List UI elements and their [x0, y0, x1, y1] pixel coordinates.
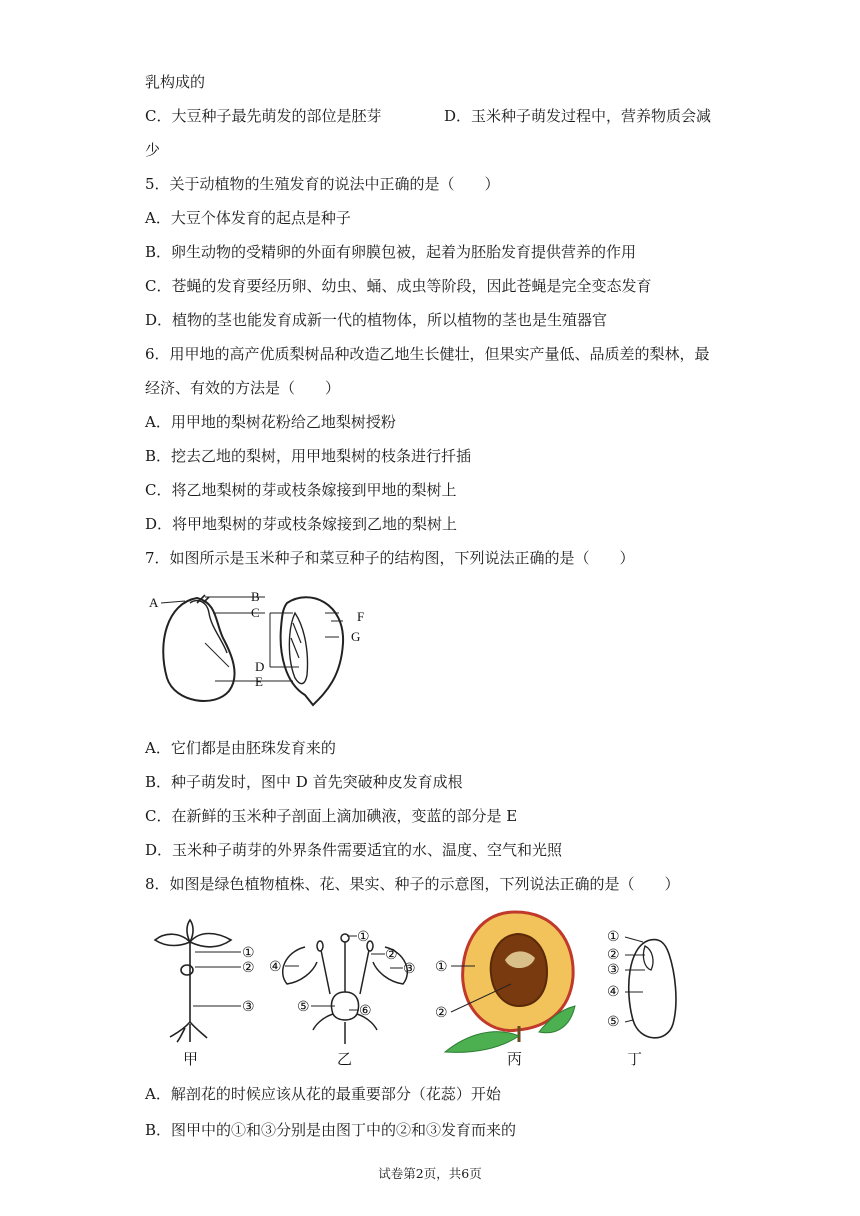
- text-line: 乳构成的: [145, 73, 206, 91]
- fig7-label-e: E: [255, 674, 263, 689]
- question-8: 8．如图是绿色植物植株、花、果实、种子的示意图，下列说法正确的是（ ）: [145, 875, 680, 893]
- option-d: D．将甲地梨树的芽或枝条嫁接到乙地的梨树上: [145, 515, 458, 533]
- fig8-yi-3: ③: [403, 962, 416, 977]
- fig8-ding-4: ④: [607, 985, 620, 1000]
- option-a: A．大豆个体发育的起点是种子: [145, 209, 351, 227]
- question-7: 7．如图所示是玉米种子和菜豆种子的结构图，下列说法正确的是（ ）: [145, 549, 635, 567]
- option-d: D．玉米种子萌芽的外界条件需要适宜的水、温度、空气和光照: [145, 841, 563, 859]
- option-c: C．大豆种子最先萌发的部位是胚芽: [145, 107, 382, 125]
- fig8-jia-2: ②: [242, 961, 255, 976]
- option-a: A．用甲地的梨树花粉给乙地梨树授粉: [145, 413, 396, 431]
- fig8-yi-4: ④: [269, 960, 282, 975]
- fig8-bing-2: ②: [435, 1006, 448, 1021]
- fig8-jia-1: ①: [242, 946, 255, 961]
- option-d: D．植物的茎也能发育成新一代的植物体，所以植物的茎也是生殖器官: [145, 311, 608, 329]
- fig7-label-d: D: [255, 659, 265, 674]
- fig7-label-a: A: [149, 595, 159, 610]
- option-d: D．玉米种子萌发过程中，营养物质会减: [444, 107, 712, 125]
- fig8-yi-6: ⑥: [359, 1004, 372, 1019]
- fig7-label-b: B: [251, 589, 260, 604]
- option-c: C．将乙地梨树的芽或枝条嫁接到甲地的梨树上: [145, 481, 457, 499]
- fig7-label-c: C: [251, 605, 260, 620]
- page-footer: 试卷第2页，共6页: [378, 1166, 482, 1181]
- plant-organs-figure: [145, 902, 695, 1070]
- question-5: 5．关于动植物的生殖发育的说法中正确的是（ ）: [145, 175, 500, 193]
- fig8-yi-1: ①: [357, 930, 370, 945]
- fig7-label-f: F: [357, 609, 365, 624]
- fig7-label-g: G: [351, 629, 361, 644]
- option-a: A．它们都是由胚珠发育来的: [145, 739, 336, 757]
- option-a: A．解剖花的时候应该从花的最重要部分（花蕊）开始: [145, 1085, 501, 1103]
- option-c: C．苍蝇的发育要经历卵、幼虫、蛹、成虫等阶段，因此苍蝇是完全变态发育: [145, 277, 652, 295]
- fig8-caption-jia: 甲: [183, 1052, 199, 1068]
- fig8-yi-2: ②: [385, 948, 398, 963]
- fig8-ding-1: ①: [607, 930, 620, 945]
- option-b: B．挖去乙地的梨树，用甲地梨树的枝条进行扦插: [145, 447, 472, 465]
- fig8-caption-ding: 丁: [627, 1052, 643, 1068]
- fig8-yi-5: ⑤: [297, 1000, 310, 1015]
- question-6: 6．用甲地的高产优质梨树品种改造乙地生长健壮，但果实产量低、品质差的梨林，最: [145, 345, 710, 363]
- option-c: C．在新鲜的玉米种子剖面上滴加碘液，变蓝的部分是 E: [145, 807, 518, 825]
- fig8-bing-1: ①: [435, 960, 448, 975]
- option-b: B．图甲中的①和③分别是由图丁中的②和③发育而来的: [145, 1121, 517, 1139]
- option-b: B．种子萌发时，图中 D 首先突破种皮发育成根: [145, 773, 463, 791]
- fig8-ding-3: ③: [607, 963, 620, 978]
- text-line: 经济、有效的方法是（ ）: [145, 379, 341, 397]
- fig8-ding-5: ⑤: [607, 1015, 620, 1030]
- option-b: B．卵生动物的受精卵的外面有卵膜包被，起着为胚胎发育提供营养的作用: [145, 243, 637, 261]
- fig8-ding-2: ②: [607, 948, 620, 963]
- seed-structure-figure: [145, 583, 375, 713]
- text-line: 少: [145, 141, 161, 159]
- fig8-caption-yi: 乙: [337, 1052, 353, 1068]
- fig8-jia-3: ③: [242, 1000, 255, 1015]
- fig8-caption-bing: 丙: [507, 1052, 523, 1068]
